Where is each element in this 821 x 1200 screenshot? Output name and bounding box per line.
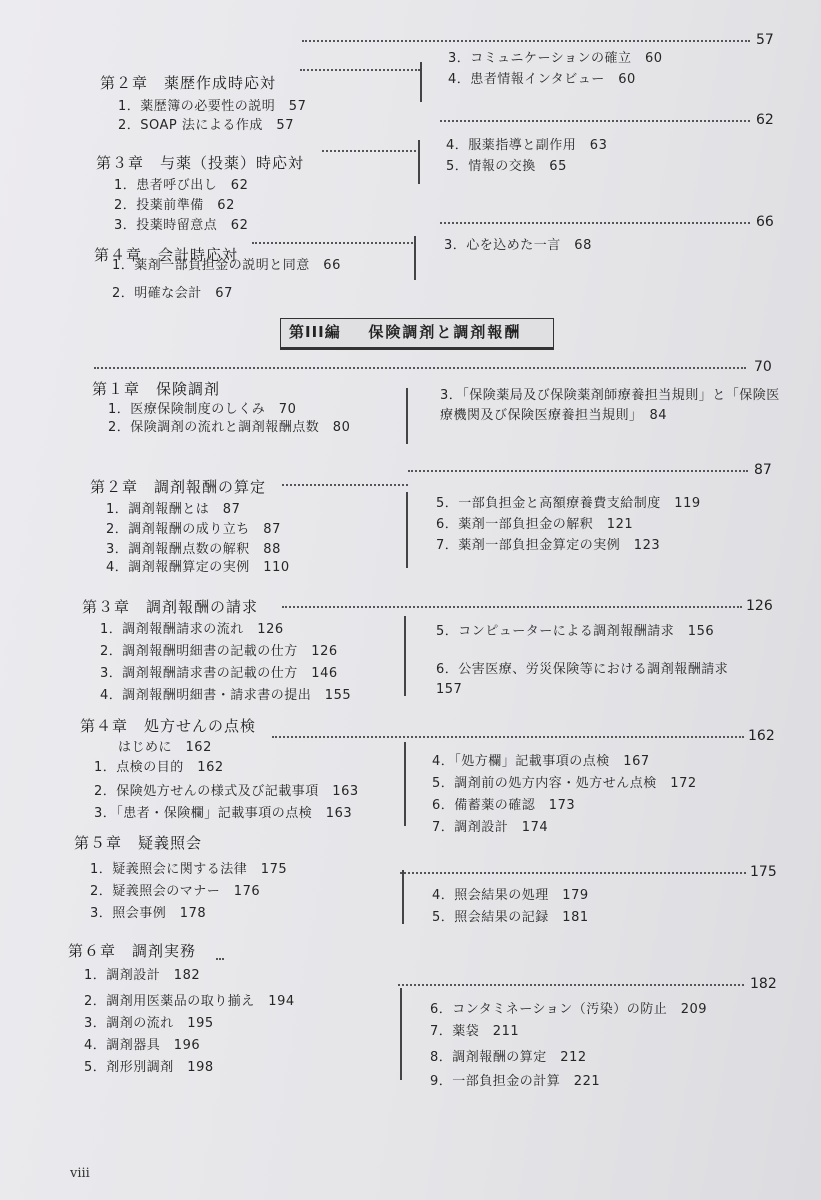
part-title: 保険調剤と調剤報酬 <box>368 323 522 341</box>
toc-item: 3．調剤報酬点数の解釈 88 <box>106 542 281 557</box>
toc-item: 3．調剤の流れ 195 <box>84 1016 214 1031</box>
dot-leader <box>300 69 420 71</box>
toc-item: 5．一部負担金と高額療養費支給制度 119 <box>436 496 701 511</box>
toc-item: 2．調剤報酬明細書の記載の仕方 126 <box>100 644 338 659</box>
column-divider <box>400 988 402 1080</box>
toc-item: 4．「処方欄」記載事項の点検 167 <box>432 754 650 769</box>
toc-item: 2．保険調剤の流れと調剤報酬点数 80 <box>108 420 351 435</box>
toc-item: 1．薬剤一部負担金の説明と同意 66 <box>112 258 341 273</box>
toc-item: 5．調剤前の処方内容・処方せん点検 172 <box>432 776 697 791</box>
toc-item: 2．調剤報酬の成り立ち 87 <box>106 522 281 537</box>
toc-item: 9．一部負担金の計算 221 <box>430 1074 601 1089</box>
toc-item: 1．点検の目的 162 <box>94 760 224 775</box>
toc-item: 3．調剤報酬請求書の記載の仕方 146 <box>100 666 338 681</box>
toc-item: 2．明確な会計 67 <box>112 286 233 301</box>
toc-item: 2．SOAP 法による作成 57 <box>118 118 294 133</box>
toc-item: 4．照会結果の処理 179 <box>432 888 589 903</box>
column-divider <box>404 616 406 696</box>
toc-item: 1．薬歴簿の必要性の説明 57 <box>118 99 307 114</box>
dot-leader <box>252 242 416 244</box>
dot-leader <box>94 367 746 369</box>
chapter-page: 162 <box>748 728 775 744</box>
toc-item: 3．投薬時留意点 62 <box>114 218 249 233</box>
chapter-title: 第５章 疑義照会 <box>74 834 203 852</box>
dot-leader <box>322 150 420 152</box>
toc-item: 1．疑義照会に関する法律 175 <box>90 862 288 877</box>
toc-item: 2．投薬前準備 62 <box>114 198 235 213</box>
dot-leader <box>400 872 746 874</box>
toc-item: 3．心を込めた一言 68 <box>444 238 592 253</box>
column-divider <box>404 742 406 826</box>
dot-leader <box>440 222 750 224</box>
toc-item: 1．調剤設計 182 <box>84 968 201 983</box>
part-underline <box>280 348 554 350</box>
chapter-title: 第３章 調剤報酬の請求 <box>82 598 259 616</box>
toc-item: 5．情報の交換 65 <box>446 159 567 174</box>
toc-item: 5．剤形別調剤 198 <box>84 1060 214 1075</box>
chapter-title: 第１章 保険調剤 <box>92 380 221 398</box>
column-divider <box>420 62 422 102</box>
toc-item: 6．コンタミネーション（汚染）の防止 209 <box>430 1002 708 1017</box>
dot-leader <box>440 120 750 122</box>
toc-item: 5．照会結果の記録 181 <box>432 910 589 925</box>
toc-item: 7．薬剤一部負担金算定の実例 123 <box>436 538 661 553</box>
column-divider <box>406 388 408 444</box>
toc-item: 1．調剤報酬請求の流れ 126 <box>100 622 284 637</box>
toc-item: 4．調剤報酬明細書・請求書の提出 155 <box>100 688 352 703</box>
chapter-page: 126 <box>746 598 773 614</box>
toc-item: 7．調剤設計 174 <box>432 820 549 835</box>
chapter-page: 66 <box>756 214 774 230</box>
toc-item: 3．「患者・保険欄」記載事項の点検 163 <box>94 806 353 821</box>
toc-item: 5．コンピューターによる調剤報酬請求 156 <box>436 624 715 639</box>
column-divider <box>418 140 420 184</box>
toc-item: 4．調剤器具 196 <box>84 1038 201 1053</box>
toc-item: 4．調剤報酬算定の実例 110 <box>106 560 290 575</box>
toc-item: 7．薬袋 211 <box>430 1024 520 1039</box>
chapter-title: 第２章 調剤報酬の算定 <box>90 478 267 496</box>
dot-leader <box>216 958 224 960</box>
toc-item: 3．照会事例 178 <box>90 906 207 921</box>
toc-item: 8．調剤報酬の算定 212 <box>430 1050 587 1065</box>
toc-item: 1．調剤報酬とは 87 <box>106 502 241 517</box>
dot-leader <box>408 470 748 472</box>
toc-item: はじめに 162 <box>118 740 212 755</box>
toc-item: 4．服薬指導と副作用 63 <box>446 138 608 153</box>
chapter-page: 175 <box>750 864 777 880</box>
dot-leader <box>302 40 750 42</box>
chapter-page: 57 <box>756 32 774 48</box>
toc-item: 1．医療保険制度のしくみ 70 <box>108 402 297 417</box>
chapter-page: 70 <box>754 359 772 375</box>
toc-item: 2．保険処方せんの様式及び記載事項 163 <box>94 784 359 799</box>
dot-leader <box>272 736 744 738</box>
column-divider <box>414 236 416 280</box>
part-heading <box>280 318 554 348</box>
dot-leader <box>398 984 744 986</box>
chapter-page: 62 <box>756 112 774 128</box>
chapter-page: 87 <box>754 462 772 478</box>
toc-item: 1．患者呼び出し 62 <box>114 178 249 193</box>
toc-item: 3．コミュニケーションの確立 60 <box>448 51 663 66</box>
chapter-title: 第４章 処方せんの点検 <box>80 717 257 735</box>
chapter-title: 第６章 調剤実務 <box>68 942 197 960</box>
toc-item: 6．薬剤一部負担金の解釈 121 <box>436 517 634 532</box>
dot-leader <box>282 606 742 608</box>
chapter-title: 第２章 薬歴作成時応対 <box>100 74 277 92</box>
column-divider <box>406 492 408 568</box>
toc-item: 2．調剤用医薬品の取り揃え 194 <box>84 994 295 1009</box>
chapter-title: 第４章 会計時応対 <box>94 246 239 264</box>
toc-item: 4．患者情報インタビュー 60 <box>448 72 636 87</box>
chapter-page: 182 <box>750 976 777 992</box>
toc-item: 2．疑義照会のマナー 176 <box>90 884 261 899</box>
chapter-title: 第３章 与薬（投薬）時応対 <box>96 154 305 172</box>
toc-item: 6．公害医療、労災保険等における調剤報酬請求 157 <box>436 662 729 697</box>
toc-item: 3．「保険薬局及び保険薬剤師療養担当規則」と「保険医療機関及び保険医療養担当規則」 84 <box>440 388 780 423</box>
dot-leader <box>282 484 408 486</box>
toc-item: 6．備蓄薬の確認 173 <box>432 798 576 813</box>
part-label: 第III編 <box>289 323 341 341</box>
page-number: viii <box>70 1166 90 1181</box>
column-divider <box>402 870 404 924</box>
